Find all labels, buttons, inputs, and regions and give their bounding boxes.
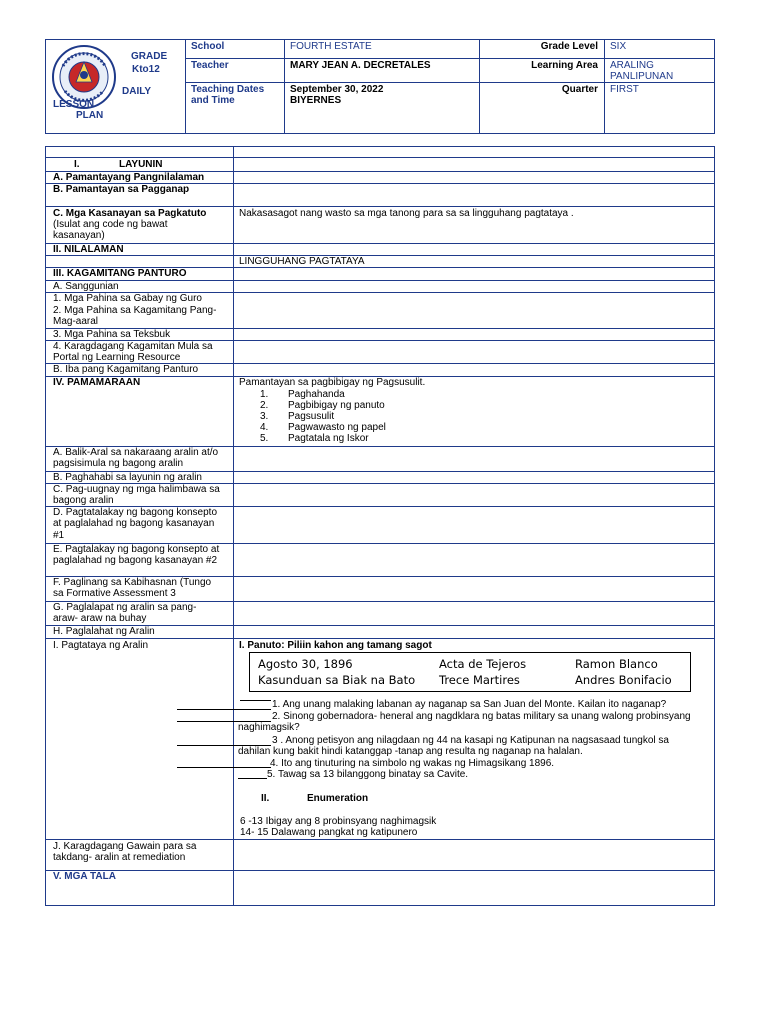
question-2a: 2. Sinong gobernadora- heneral ang nagdklara ng batas military sa unang walong probinsyang <box>272 711 691 722</box>
grade-text: GRADE <box>131 51 168 62</box>
teksbuk: 3. Mga Pahina sa Teksbuk <box>53 329 171 340</box>
karagdagang-1: 4. Karagdagang Kagamitan Mula sa <box>53 341 213 352</box>
question-2b: naghimagsik? <box>238 722 300 733</box>
lesson-plan-table: I. LAYUNIN A. Pamantayang Pangnilalaman B. Pamantayan sa Pagganap C. Mga Kasanayan sa Pagkatuto (Isulat ang code ng bawat kasanayan) Nakasasagot nang wasto sa mga tanong para sa sa lingguhang pagtataya . II. NILALAMAN LINGGUHANG PAGTATAYA III. KAGAMITANG PANTURO A. Sanggunian 1. Mga Pahina sa Gabay ng Guro 2. Mga Pahina sa Kagamitang Pang- Mag-aaral 3. Mga Pahina sa Teksbuk 4. Karagdagang Kagamitan Mula sa Portal ng Learning Resource B. Iba pang Kagamitang Panturo IV. PAMAMARAAN Pamantayan sa pagbibigay ng Pagsusulit. 1. Paghahanda 2. Pagbibigay ng panuto 3. Pagsusulit 4. Pagwawasto ng papel 5. Pagtatala ng Iskor A. Balik-Aral sa nakaraang aralin at/o pagsisimula ng bagong aralin B. Paghahabi sa layunin ng aralin C. Pag-uugnay ng mga halimbawa sa bagong aralin D. Pagtatalakay ng bagong konsepto at paglalahad ng bagong kasanayan #1 E. Pagtalakay ng bagong konsepto at paglalahad ng bagong kasanayan #2 F. Paglinang sa Kabihasnan (Tungo sa Formative Assessment 3 G. Paglalapat ng aralin sa pang- araw- araw na buhay H. Paglalahat ng Aralin I. Pagtataya ng Aralin I. Panuto: Piliin kahon ang tamang sagot J. Karagdagang Gawain para sa takdang- aralin at remediation V. MGA TALA <box>45 146 715 906</box>
step-item: 2. Pagbibigay ng panuto <box>260 400 385 411</box>
pamamaraan-steps <box>260 389 386 444</box>
plan-text: PLAN <box>76 110 104 121</box>
choice-item: Trece Martires <box>439 673 520 687</box>
kto12-text: Kto12 <box>132 64 160 75</box>
quarter-label: Quarter <box>561 84 598 95</box>
step-item: 5. Pagtatala ng Iskor <box>260 433 369 444</box>
learning-area-value-2: PANLIPUNAN <box>610 71 674 82</box>
enumeration-item-2: 14- 15 Dalawang pangkat ng katipunero <box>240 827 418 838</box>
learning-area-label: Learning Area <box>531 60 598 71</box>
pagtataya-heading: I. Pagtataya ng Aralin <box>53 640 149 651</box>
question-5: 5. Tawag sa 13 bilanggong binatay sa Cavite. <box>267 769 469 780</box>
step-item: 3. Pagsusulit <box>260 411 335 422</box>
teacher-value: MARY JEAN A. DECRETALES <box>290 60 431 71</box>
paglinang-2: sa Formative Assessment 3 <box>53 588 176 599</box>
pagtatalakay-1: D. Pagtatalakay ng bagong konsepto <box>53 507 218 518</box>
step-item: 1. Paghahanda <box>260 389 345 400</box>
karagdagang-2: Portal ng Learning Resource <box>53 352 181 363</box>
pagtatalakay-3: #1 <box>53 530 65 541</box>
paghahabi: B. Paghahabi sa layunin ng aralin <box>53 472 202 483</box>
answer-blank[interactable] <box>240 700 271 701</box>
school-label: School <box>191 41 225 52</box>
kasanayan-value: Nakasasagot nang wasto sa mga tanong para sa sa lingguhang pagtataya . <box>239 208 574 219</box>
learning-area-value-1: ARALING <box>610 60 654 71</box>
teacher-label: Teacher <box>191 60 229 71</box>
grade-level-label: Grade Level <box>540 41 598 52</box>
pagtalakay-1: E. Pagtalakay ng bagong konsepto at <box>53 544 220 555</box>
grade-level-value: SIX <box>610 41 627 52</box>
answer-blank[interactable] <box>177 767 271 768</box>
choice-item: Acta de Tejeros <box>439 657 527 671</box>
pag-uugnay-1: C. Pag-uugnay ng mga halimbawa sa <box>53 484 220 495</box>
pang-mag-aaral-1: 2. Mga Pahina sa Kagamitang Pang- <box>53 305 217 316</box>
paglalapat-1: G. Paglalapat ng aralin sa pang- <box>53 602 197 613</box>
pang-mag-aaral-2: Mag-aaral <box>53 316 99 327</box>
enumeration-item-1: 6 -13 Ibigay ang 8 probinsyang naghimagsik <box>240 816 437 827</box>
step-item: 4. Pagwawasto ng papel <box>260 422 386 433</box>
teaching-dates-value-1: September 30, 2022 <box>290 84 384 95</box>
enumeration-num: II. <box>261 793 270 804</box>
karagdagang-gawain-2: takdang- aralin at remediation <box>53 852 186 863</box>
answer-blank[interactable] <box>238 778 267 779</box>
pagtalakay-2: paglalahad ng bagong kasanayan #2 <box>53 555 218 566</box>
lesson-text: LESSON <box>53 99 95 110</box>
karagdagang-gawain-1: J. Karagdagang Gawain para sa <box>53 841 197 852</box>
pag-uugnay-2: bagong aralin <box>53 495 114 506</box>
iba-pang-kagamitan: B. Iba pang Kagamitang Panturo <box>53 364 199 375</box>
balik-aral-1: A. Balik-Aral sa nakaraang aralin at/o <box>53 447 219 458</box>
paglalapat-2: araw- araw na buhay <box>53 613 147 624</box>
sanggunian: A. Sanggunian <box>53 281 119 292</box>
mga-tala-heading: V. MGA TALA <box>53 871 116 882</box>
nilalaman-value: LINGGUHANG PAGTATAYA <box>239 256 365 267</box>
daily-text: DAILY <box>122 86 152 97</box>
pamamaraan-intro: Pamantayan sa pagbibigay ng Pagsusulit. <box>239 377 426 388</box>
pamantayang-pangnilalaman: A. Pamantayang Pangnilalaman <box>53 172 205 183</box>
kasanayan-line-3: kasanayan) <box>53 230 105 241</box>
answer-blank[interactable] <box>177 709 271 710</box>
pamamaraan-heading: IV. PAMAMARAAN <box>53 377 141 388</box>
school-value: FOURTH ESTATE <box>290 41 372 52</box>
answer-choices-box <box>249 652 691 692</box>
kasanayan-line-2: (Isulat ang code ng bawat <box>53 219 168 230</box>
header-table <box>45 39 715 134</box>
question-4: 4. Ito ang tinuturing na simbolo ng wakas ng Himagsikang 1896. <box>270 758 555 769</box>
kasanayan-line-1: C. Mga Kasanayan sa Pagkatuto <box>53 208 207 219</box>
teaching-dates-value-2: BIYERNES <box>290 95 342 106</box>
gabay-ng-guro: 1. Mga Pahina sa Gabay ng Guro <box>53 293 202 304</box>
quarter-value: FIRST <box>610 84 639 95</box>
panuto: I. Panuto: Piliin kahon ang tamang sagot <box>239 640 432 651</box>
question-1: 1. Ang unang malaking labanan ay naganap sa San Juan del Monte. Kailan ito naganap? <box>272 699 667 710</box>
choice-item: Andres Bonifacio <box>575 673 672 687</box>
teaching-dates-label-1: Teaching Dates <box>191 84 265 95</box>
enumeration-label: Enumeration <box>307 793 369 804</box>
choice-item: Agosto 30, 1896 <box>258 657 353 671</box>
question-3a: 3 . Anong petisyon ang nilagdaan ng 44 na kasapi ng Katipunan na nagsasaad tungkol sa <box>272 735 669 746</box>
paglalahat: H. Paglalahat ng Aralin <box>53 626 155 637</box>
question-3b: dahilan kung bakit hindi katanggap -tanap ang resulta ng naganap na halalan. <box>238 746 583 757</box>
pamantayan-sa-pagganap: B. Pamantayan sa Pagganap <box>53 184 190 195</box>
teaching-dates-label-2: and Time <box>191 95 235 106</box>
choice-item: Ramon Blanco <box>575 657 658 671</box>
balik-aral-2: pagsisimula ng bagong aralin <box>53 458 184 469</box>
paglinang-1: F. Paglinang sa Kabihasnan (Tungo <box>53 577 212 588</box>
kagamitang-heading: III. KAGAMITANG PANTURO <box>53 268 187 279</box>
pagtatalakay-2: at paglalahad ng bagong kasanayan <box>53 518 215 529</box>
nilalaman-heading: II. NILALAMAN <box>53 244 124 255</box>
choice-item: Kasunduan sa Biak na Bato <box>258 673 416 687</box>
